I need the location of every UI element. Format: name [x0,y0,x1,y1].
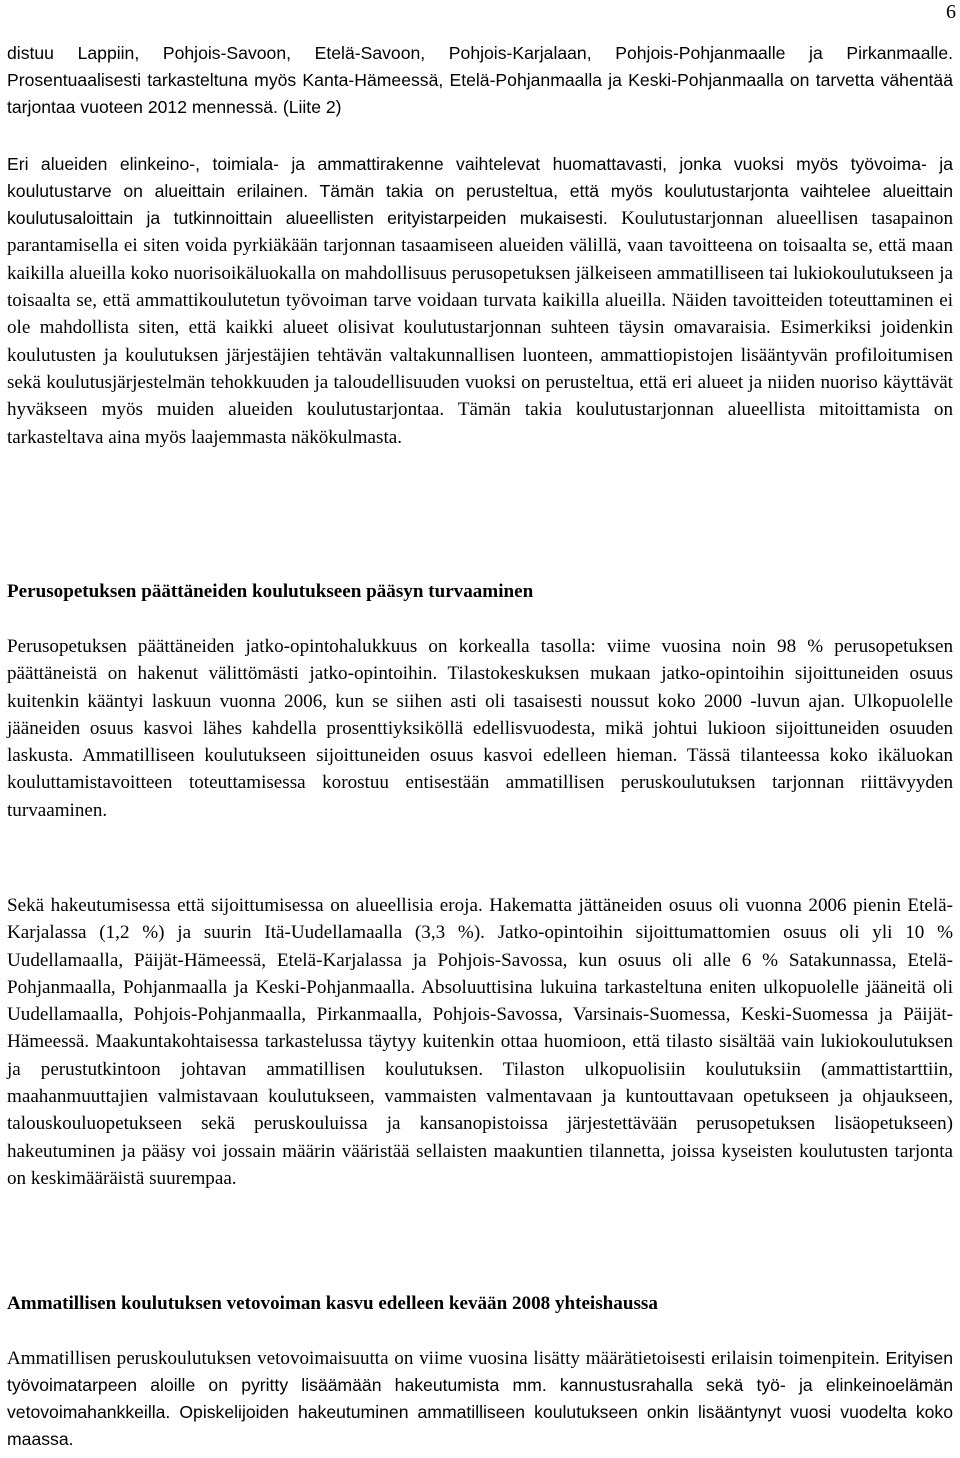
paragraph-regional-differences: Sekä hakeutumisessa että sijoittumisessa on alueellisia eroja. Hakematta jättäneiden osuus oli vuonna 2006 pienin Etelä-Karjalassa (1,2 %) ja suurin Itä-Uudellamaalla (3,3 %). Jatko-opintoihin sijoittumattomien osuus oli yli 10 % Uudellamaalla, Päijät-Hämeessä, Etelä-Karjalassa ja Pohjois-Savossa, kun osuus oli alle 6 % Satakunnassa, Etelä-Pohjanmaalla, Pohjanmaalla ja Keski-Pohjanmaalla. Absoluuttisina lukuina tarkasteltuna eniten ulkopuolelle jääneitä oli Uudellamaalla, Pohjois-Pohjanmaalla, Pirkanmaalla, Pohjois-Savossa, Varsinais-Suomessa, Keski-Suomessa ja Päijät-Hämeessä. Maakuntakohtaisessa tarkastelussa täytyy kuitenkin ottaa huomioon, että tilasto sisältää vain lukiokoulutuksen ja perustutkintoon johtavan ammatillisen koulutuksen. Tilaston ulkopuolisiin koulutuksiin (ammattistarttiin, maahanmuuttajien valmistavaan koulutukseen, vammaisten valmentavaan ja kuntouttavaan opetukseen ja ohjaukseen, talouskouluopetukseen sekä peruskouluissa ja kansanopistoissa järjestettävään perusopetuksen lisäopetukseen) hakeutuminen ja pääsy voi jossain määrin vääristää sellaisten maakuntien tilannetta, joissa kyseisten koulutusten tarjonta on keskimääräistä suurempaa. [7,895,953,1189]
paragraph-vocational-serif: Ammatillisen peruskoulutuksen vetovoimaisuutta on viime vuosina lisätty määrätietoisesti erilaisin toimenpitein. [7,1348,886,1369]
paragraph-regional-needs-sans: Eri alueiden elinkeino-, toimiala- ja ammattirakenne vaihtelevat huomattavasti, jonka vuoksi myös työvoima- ja koulutustarve on alueittain erilainen. Tämän takia on perusteltua, että myös koulutustarjonta vaihtelee alueittain koulutusaloittain ja tutkinnoittain alueellisten erityistarpeiden mukaisesti. [7,154,953,229]
section-heading-vocational-education: Ammatillisen koulutuksen vetovoiman kasvu edelleen kevään 2008 yhteishaussa [7,1293,658,1314]
paragraph-regional-needs [7,151,953,451]
paragraph-intro-text: distuu Lappiin, Pohjois-Savoon, Etelä-Savoon, Pohjois-Karjalaan, Pohjois-Pohjanmaalle ja Pirkanmaalle. Prosentuaalisesti tarkasteltuna myös Kanta-Hämeessä, Etelä-Pohjanmaalla ja Keski-Pohjanmaalla on tarvetta vähentää tarjontaa vuoteen 2012 mennessä. [7,43,953,118]
page-number: 6 [946,1,956,23]
paragraph-vocational-sans: Erityisen työvoimatarpeen aloille on pyritty lisäämään hakeutumista mm. kannustusrahalla sekä työ- ja elinkeinoelämän vetovoimahankkeilla. Opiskelijoiden hakeutuminen ammatilliseen koulutukseen onkin lisääntynyt vuosi vuodelta koko maassa. [7,1348,953,1450]
paragraph-intro [7,40,953,121]
paragraph-vocational-attractiveness [7,1345,953,1454]
paragraph-further-studies: Perusopetuksen päättäneiden jatko-opintohalukkuus on korkealla tasolla: viime vuosina noin 98 % perusopetuksen päättäneistä on hakenut välittömästi jatko-opintoihin. Tilastokeskuksen mukaan jatko-opintoihin sijoittuneiden osuus kuitenkin kääntyi laskuun vuonna 2006, kun se siihen asti oli tasaisesti noussut koko 2000 -luvun ajan. Ulkopuolelle jääneiden osuus kasvoi lähes kahdella prosenttiyksiköllä edellisvuodesta, mikä johtui lukioon sijoittuneiden osuuden laskusta. Ammatilliseen koulutukseen sijoittuneiden osuus kasvoi edelleen hieman. Tässä tilanteessa koko ikäluokan kouluttamistavoitteen toteuttamisessa korostuu entisestään ammatillisen peruskoulutuksen tarjonnan riittävyyden turvaaminen. [7,636,953,821]
appendix-reference: (Liite 2) [282,97,342,118]
paragraph-regional-needs-serif: Koulutustarjonnan alueellisen tasapainon parantamisella ei siten voida pyrkiäkään tarjonnan tasaamiseen alueiden välillä, vaan tavoitteena on toisaalta se, että maan kaikilla alueilla koko nuorisoikäluokalla on mahdollisuus perusopetuksen jälkeiseen ammatilliseen tai lukiokoulutukseen ja toisaalta se, että ammattikoulutetun työvoiman tarve voidaan turvata kaikilla alueilla. Näiden tavoitteiden toteuttaminen ei ole mahdollista siten, että kaikki alueet olisivat koulutustarjonnan suhteen täysin omavaraisia. Esimerkiksi joidenkin koulutusten ja koulutuksen järjestäjien tehtävän valtakunnallisen luonteen, ammattiopistojen lisääntyvän profiloitumisen sekä koulutusjärjestelmän tehokkuuden ja taloudellisuuden vuoksi on perusteltua, että eri alueet ja niiden nuoriso käyttävät hyväkseen myös muiden alueiden koulutustarjontaa. Tämän takia koulutustarjonnan alueellista mitoittamista on tarkasteltava aina myös laajemmasta näkökulmasta. [7,208,954,448]
section-heading-basic-education: Perusopetuksen päättäneiden koulutukseen pääsyn turvaaminen [7,581,534,602]
